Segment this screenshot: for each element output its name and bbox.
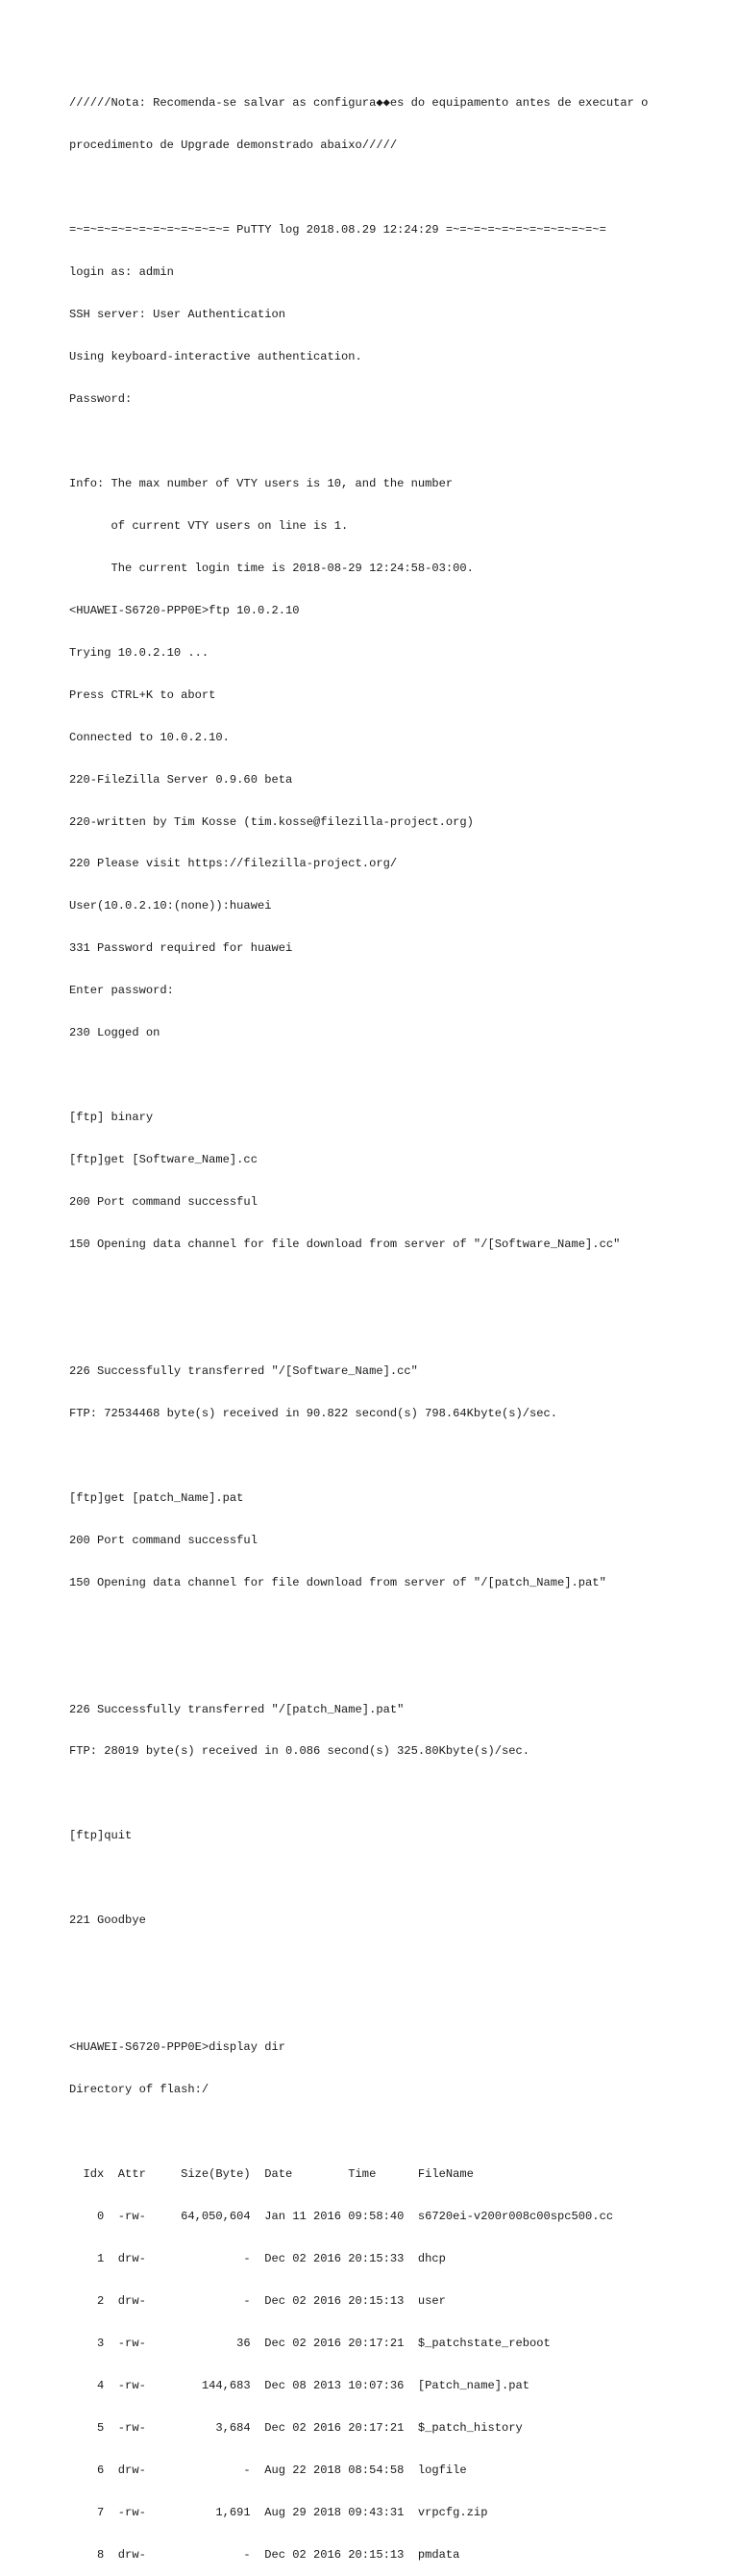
log-line: 220-FileZilla Server 0.9.60 beta bbox=[69, 772, 293, 787]
log-line: Info: The max number of VTY users is 10, and the number bbox=[69, 476, 454, 490]
log-line: Enter password: bbox=[69, 984, 174, 998]
blank-line bbox=[69, 1661, 723, 1675]
log-line: login as: admin bbox=[69, 265, 174, 280]
log-line: 226 Successfully transferred "/[patch_Name].pat" bbox=[69, 1702, 405, 1716]
log-line: 220-written by Tim Kosse (tim.kosse@filezilla-project.org) bbox=[69, 814, 474, 829]
blank-line bbox=[69, 435, 723, 449]
log-line: 226 Successfully transferred "/[Software_Name].cc" bbox=[69, 1363, 418, 1378]
log-line: Using keyboard-interactive authentication. bbox=[69, 350, 362, 364]
blank-line bbox=[69, 181, 723, 195]
log-line: User(10.0.2.10:(none)):huawei bbox=[69, 899, 272, 913]
log-line: FTP: 28019 byte(s) received in 0.086 second(s) 325.80Kbyte(s)/sec. bbox=[69, 1744, 529, 1759]
log-line: FTP: 72534468 byte(s) received in 90.822 second(s) 798.64Kbyte(s)/sec. bbox=[69, 1406, 558, 1420]
dir-table-row: 4 -rw- 144,683 Dec 08 2013 10:07:36 [Patch_name].pat bbox=[69, 2378, 529, 2392]
blank-line bbox=[69, 1871, 723, 1886]
log-header-line: =~=~=~=~=~=~=~=~=~=~=~= PuTTY log 2018.08.29 12:24:29 =~=~=~=~=~=~=~=~=~=~=~= bbox=[69, 223, 606, 238]
dir-table-row: 0 -rw- 64,050,604 Jan 11 2016 09:58:40 s6720ei-v200r008c00spc500.cc bbox=[69, 2209, 614, 2223]
log-line: of current VTY users on line is 1. bbox=[69, 518, 349, 533]
ftp-command-line: [ftp]get [Software_Name].cc bbox=[69, 1153, 258, 1167]
dir-table-row: 5 -rw- 3,684 Dec 02 2016 20:17:21 $_patch_history bbox=[69, 2420, 523, 2435]
log-line: Connected to 10.0.2.10. bbox=[69, 730, 230, 744]
log-line: SSH server: User Authentication bbox=[69, 308, 285, 322]
blank-line bbox=[69, 1322, 723, 1337]
note-line: procedimento de Upgrade demonstrado abaixo///// bbox=[69, 138, 398, 153]
prompt-line: <HUAWEI-S6720-PPP0E>display dir bbox=[69, 2040, 285, 2055]
dir-table-header: Idx Attr Size(Byte) Date Time FileName bbox=[69, 2167, 474, 2182]
blank-line bbox=[69, 1998, 723, 2013]
blank-line bbox=[69, 1449, 723, 1463]
ftp-command-line: [ftp]quit bbox=[69, 1829, 133, 1843]
dir-table-row: 2 drw- - Dec 02 2016 20:15:13 user bbox=[69, 2293, 446, 2308]
dir-table-row: 3 -rw- 36 Dec 02 2016 20:17:21 $_patchstate_reboot bbox=[69, 2336, 551, 2350]
log-line: Directory of flash:/ bbox=[69, 2083, 209, 2097]
log-line: The current login time is 2018-08-29 12:24:58-03:00. bbox=[69, 561, 474, 575]
document-body bbox=[69, 68, 723, 2576]
dir-table-row: 7 -rw- 1,691 Aug 29 2018 09:43:31 vrpcfg.zip bbox=[69, 2505, 488, 2519]
blank-line bbox=[69, 1280, 723, 1294]
blank-line bbox=[69, 1956, 723, 1970]
log-line: 150 Opening data channel for file download from server of "/[patch_Name].pat" bbox=[69, 1575, 606, 1589]
log-line: 221 Goodbye bbox=[69, 1913, 146, 1928]
blank-line bbox=[69, 1787, 723, 1801]
log-line: 150 Opening data channel for file download from server of "/[Software_Name].cc" bbox=[69, 1238, 621, 1252]
prompt-line: <HUAWEI-S6720-PPP0E>ftp 10.0.2.10 bbox=[69, 603, 300, 617]
dir-table-row: 1 drw- - Dec 02 2016 20:15:33 dhcp bbox=[69, 2251, 446, 2265]
ftp-command-line: [ftp] binary bbox=[69, 1111, 154, 1125]
dir-table-row: 6 drw- - Aug 22 2018 08:54:58 logfile bbox=[69, 2463, 467, 2477]
log-line: 331 Password required for huawei bbox=[69, 941, 293, 956]
blank-line bbox=[69, 1618, 723, 1633]
log-line: Press CTRL+K to abort bbox=[69, 688, 216, 702]
log-line: 200 Port command successful bbox=[69, 1195, 258, 1210]
log-line: 220 Please visit https://filezilla-project.org/ bbox=[69, 857, 398, 871]
blank-line bbox=[69, 1068, 723, 1083]
log-line: Trying 10.0.2.10 ... bbox=[69, 645, 209, 660]
log-line: 230 Logged on bbox=[69, 1026, 160, 1040]
blank-line bbox=[69, 2125, 723, 2139]
dir-table-row: 8 drw- - Dec 02 2016 20:15:13 pmdata bbox=[69, 2547, 460, 2562]
note-line: //////Nota: Recomenda-se salvar as configura◆◆es do equipamento antes de executar o bbox=[69, 96, 649, 111]
log-line: Password: bbox=[69, 391, 133, 406]
ftp-command-line: [ftp]get [patch_Name].pat bbox=[69, 1490, 244, 1505]
log-line: 200 Port command successful bbox=[69, 1533, 258, 1547]
